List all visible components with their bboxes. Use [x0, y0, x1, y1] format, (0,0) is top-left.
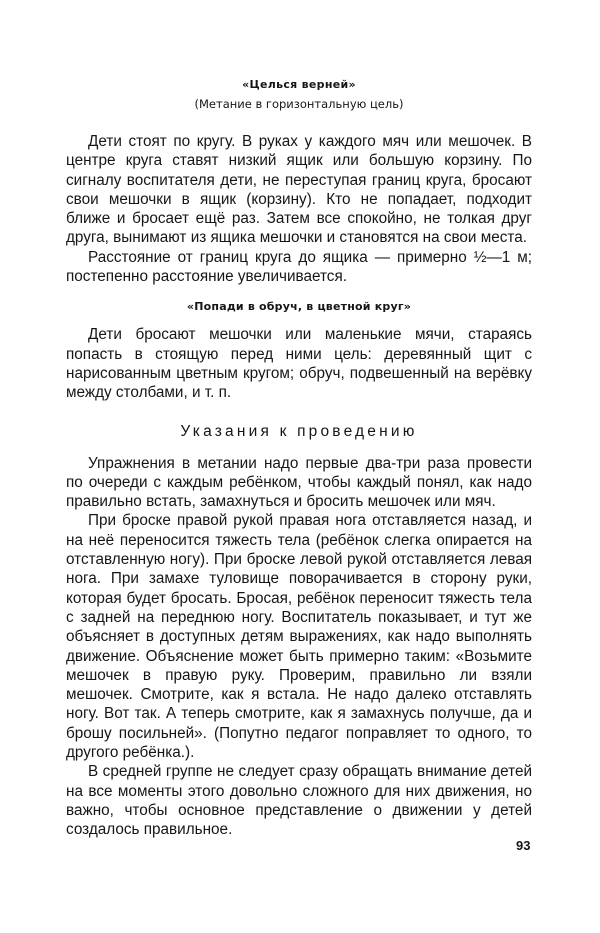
- paragraph: Расстояние от границ круга до ящика — примерно ½—1 м; постепенно расстояние увеличивается.: [66, 248, 532, 286]
- section-title-instructions: Указания к проведению: [180, 422, 418, 440]
- section-title-hoop: «Попади в обруч, в цветной круг»: [186, 300, 412, 314]
- paragraph: Дети бросают мешочки или маленькие мячи, стараясь попасть в стоящую перед ними цель: деревянный щит с нарисованным цветным кругом; обруч, подвешенный на верёвку между столбами, и т. п.: [66, 326, 532, 402]
- paragraph: Дети стоят по кругу. В руках у каждого мяч или мешочек. В центре круга ставят низкий ящик или большую корзину. По сигналу воспитателя дети, не переступая границ круга, бросают свои мешочки в ящик (корзину). Кто не попадает, подходит ближе и бросает ещё раз. Затем все спокойно, не толкая друг друга, вынимают из ящика мешочки и становятся на свои места.: [66, 133, 532, 247]
- section-title-aim: «Целься верней»: [242, 78, 356, 91]
- paragraph: Упражнения в метании надо первые два-три раза провести по очереди с каждым ребёнком, чтобы каждый понял, как надо правильно встать, замахнуться и бросить мешочек или мяч.: [66, 454, 532, 511]
- paragraph: При броске правой рукой правая нога отставляется назад, и на неё переносится тяжесть тела (ребёнок слегка опирается на отставленную ногу). При броске левой рукой отставляется левая нога. При замахе туловище поворачивается в сторону руки, которая будет бросать. Бросая, ребёнок переносит тяжесть тела с задней на переднюю ногу. Воспитатель показывает, и тут же объясняет в доступных детям выражениях, как надо выполнять движение. Объяснение может быть примерно таким: «Возьмите мешочек в правую руку. Проверим, правильно ли взяли мешочек. Смотрите, как я встала. Не надо далеко отставлять ногу. Вот так. А теперь смотрите, как я замахнусь получше, да и брошу посильней». (Попутно педагог поправляет то одного, то другого ребёнка.).: [66, 512, 532, 762]
- page-content: [66, 70, 532, 840]
- section-subtitle-aim: (Метание в горизонтальную цель): [194, 97, 404, 111]
- paragraph: В средней группе не следует сразу обращать внимание детей на все моменты этого довольно сложного для них движения, но важно, чтобы основное представление о движении у детей создалось правильное.: [66, 763, 532, 839]
- page-number: 93: [516, 838, 531, 853]
